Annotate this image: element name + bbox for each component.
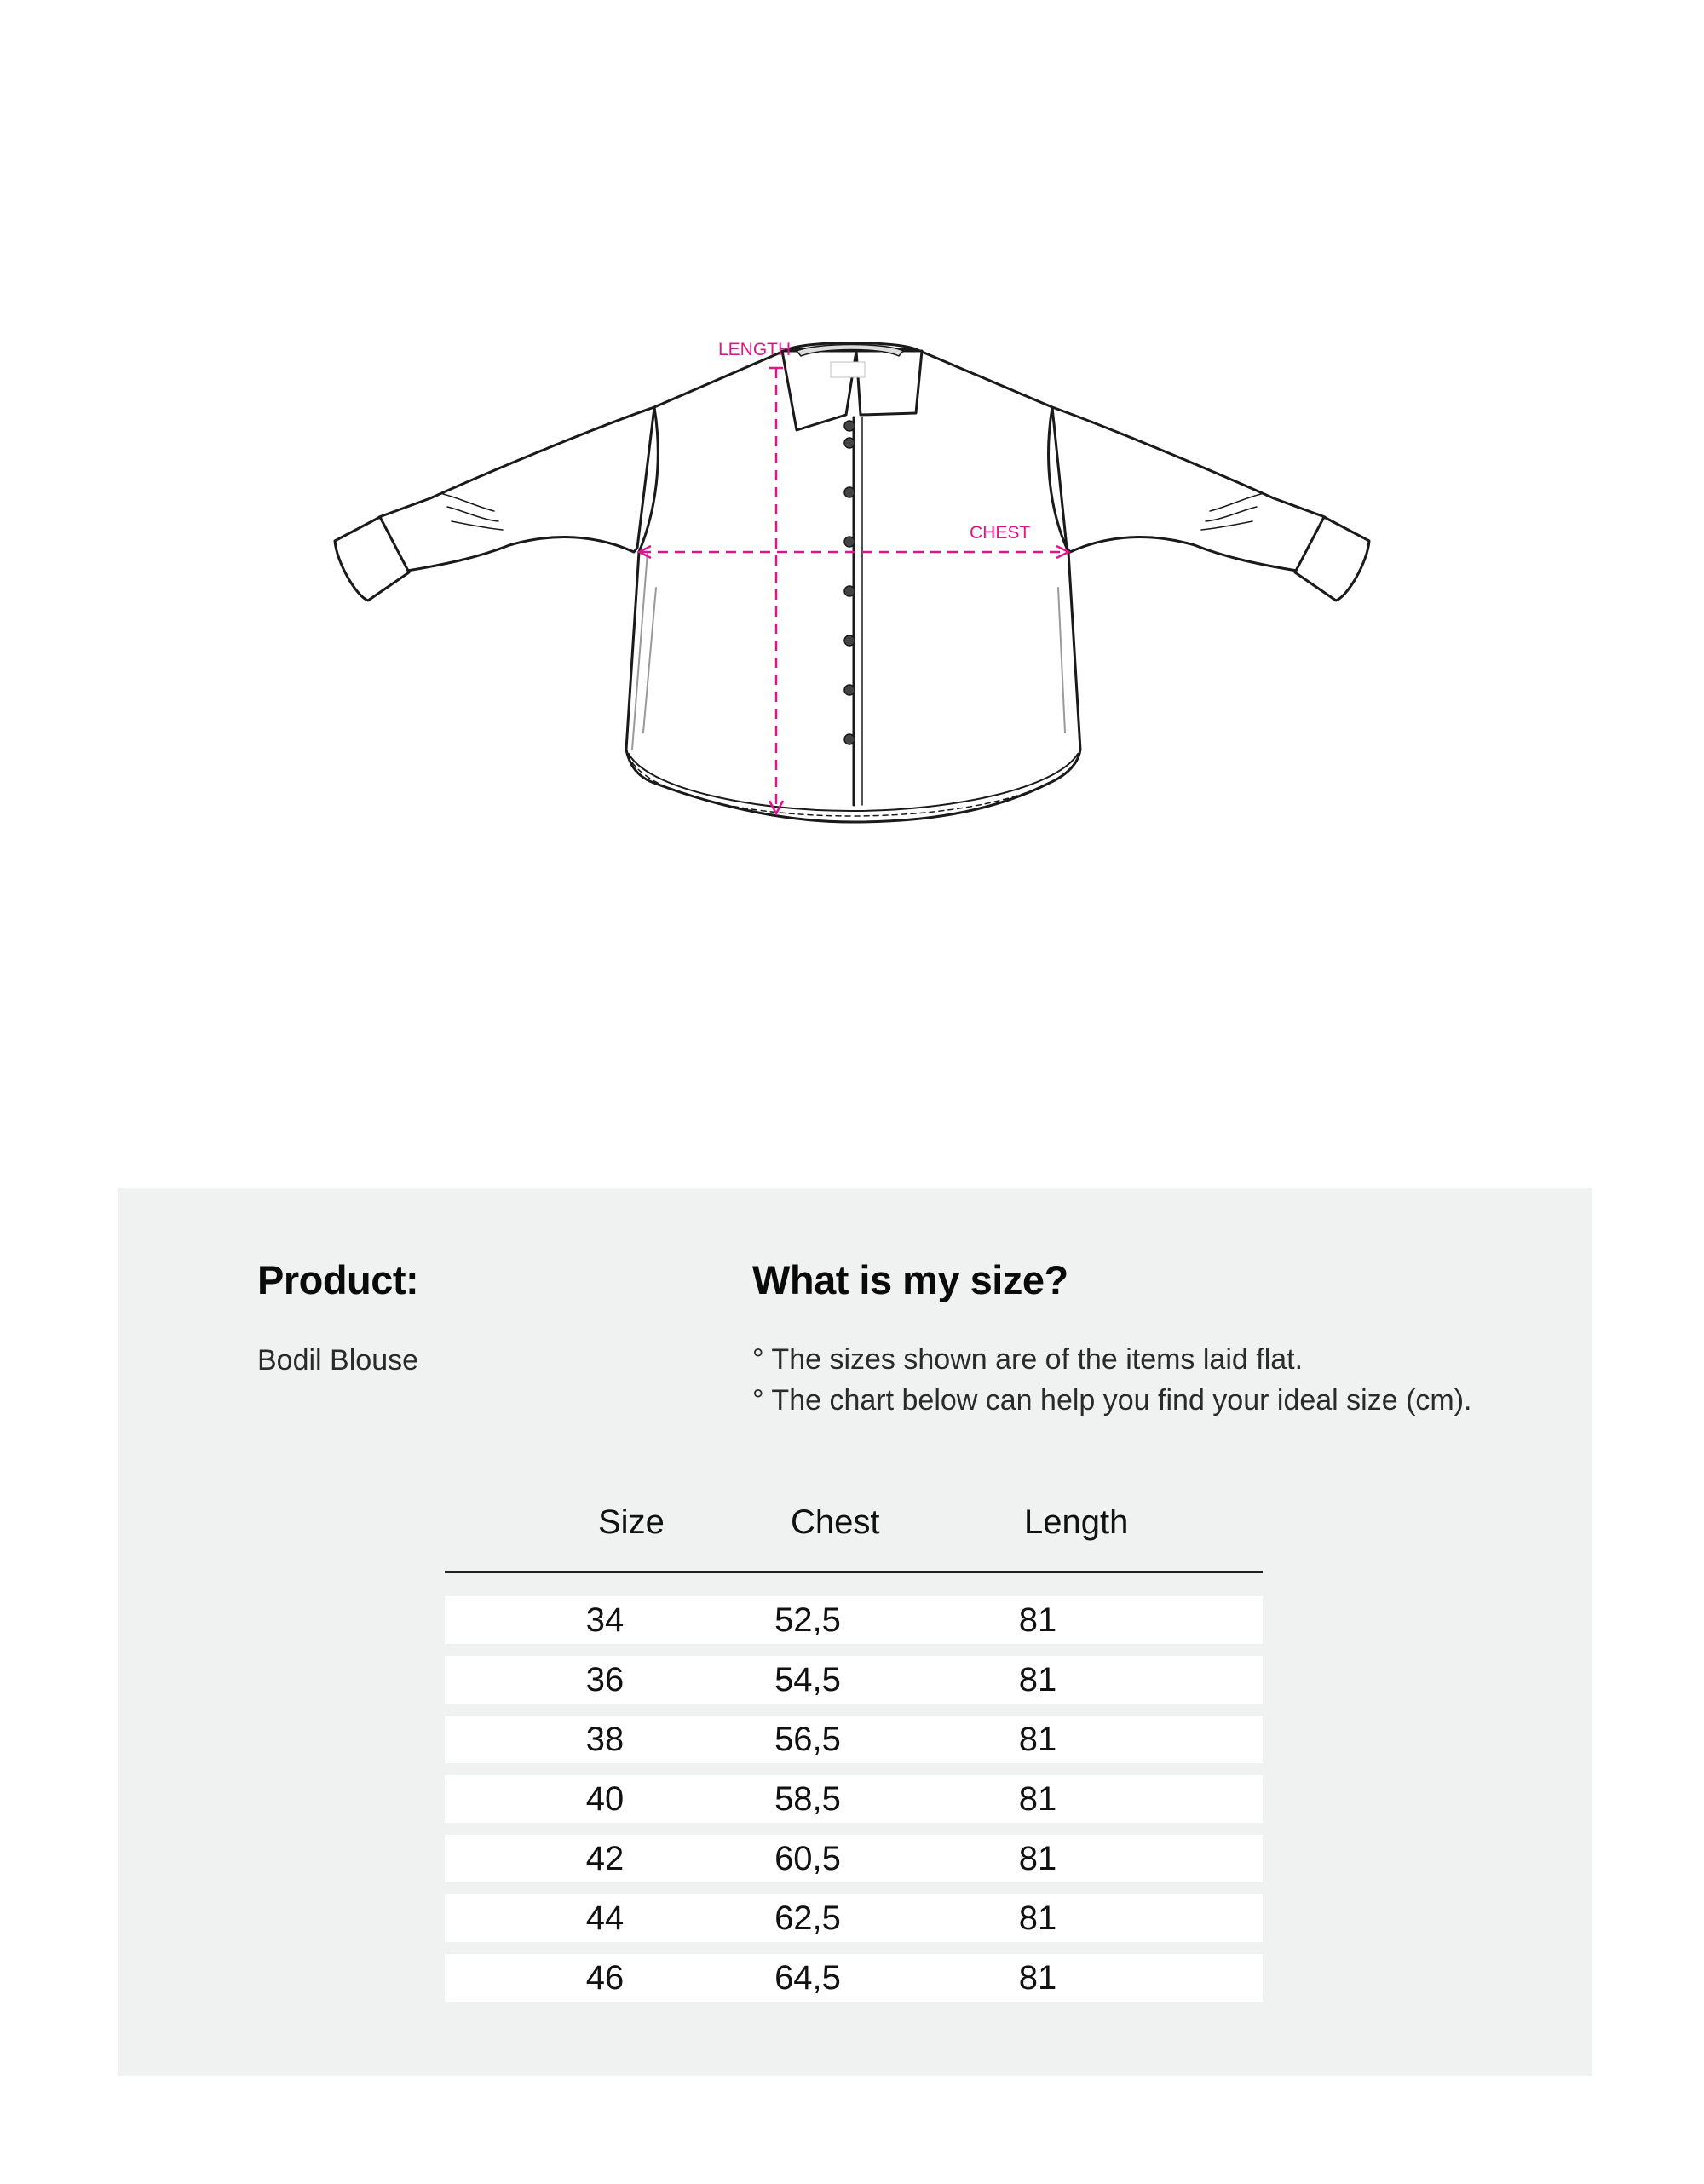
- button: [844, 685, 855, 695]
- size-cell: 42: [585, 1840, 625, 1877]
- button: [844, 438, 855, 448]
- header-size: Size: [598, 1503, 665, 1541]
- size-cell: 40: [585, 1780, 625, 1818]
- chest-cell: 60,5: [774, 1840, 841, 1877]
- length-cell: 81: [1018, 1661, 1057, 1698]
- chest-cell: 52,5: [774, 1601, 841, 1639]
- header-chest: Chest: [791, 1503, 880, 1541]
- left-sleeve: [379, 407, 654, 571]
- size-cell: 34: [585, 1601, 625, 1639]
- chest-cell: 62,5: [774, 1900, 841, 1937]
- button: [844, 586, 855, 596]
- chest-cell: 58,5: [774, 1780, 841, 1818]
- table-row: [445, 1775, 1263, 1823]
- length-cell: 81: [1018, 1840, 1057, 1877]
- chest-cell: 54,5: [774, 1661, 841, 1698]
- chest-label: CHEST: [970, 523, 1031, 543]
- length-cell: 81: [1018, 1721, 1057, 1758]
- size-info-panel: [118, 1188, 1592, 2076]
- shirt-illustration: [324, 324, 1380, 835]
- product-heading: Product:: [257, 1257, 419, 1302]
- button: [844, 487, 855, 497]
- table-row: [445, 1894, 1263, 1942]
- table-row: [445, 1596, 1263, 1644]
- length-cell: 81: [1018, 1780, 1057, 1818]
- label-tag: [831, 362, 865, 377]
- header-length: Length: [1024, 1503, 1129, 1541]
- right-sleeve: [1052, 407, 1325, 571]
- size-guide-heading: What is my size?: [752, 1257, 1068, 1302]
- table-row: [445, 1835, 1263, 1882]
- table-row: [445, 1954, 1263, 2002]
- table-row: [445, 1656, 1263, 1704]
- header-divider: [445, 1571, 1263, 1573]
- chest-cell: 64,5: [774, 1959, 841, 1997]
- length-cell: 81: [1018, 1601, 1057, 1639]
- button: [844, 734, 855, 744]
- length-cell: 81: [1018, 1900, 1057, 1937]
- length-label: LENGTH: [718, 340, 792, 359]
- size-cell: 44: [585, 1900, 625, 1937]
- table-row: [445, 1716, 1263, 1763]
- size-cell: 36: [585, 1661, 625, 1698]
- size-note: ° The chart below can help you find your ideal size (cm).: [752, 1384, 1472, 1417]
- length-cell: 81: [1018, 1959, 1057, 1997]
- size-cell: 38: [585, 1721, 625, 1758]
- size-note: ° The sizes shown are of the items laid flat.: [752, 1343, 1304, 1376]
- product-name: Bodil Blouse: [257, 1344, 419, 1376]
- button: [844, 421, 855, 431]
- size-guide-notes: [752, 1339, 1472, 1421]
- size-cell: 46: [585, 1959, 625, 1997]
- chest-cell: 56,5: [774, 1721, 841, 1758]
- button: [844, 635, 855, 646]
- button: [844, 537, 855, 547]
